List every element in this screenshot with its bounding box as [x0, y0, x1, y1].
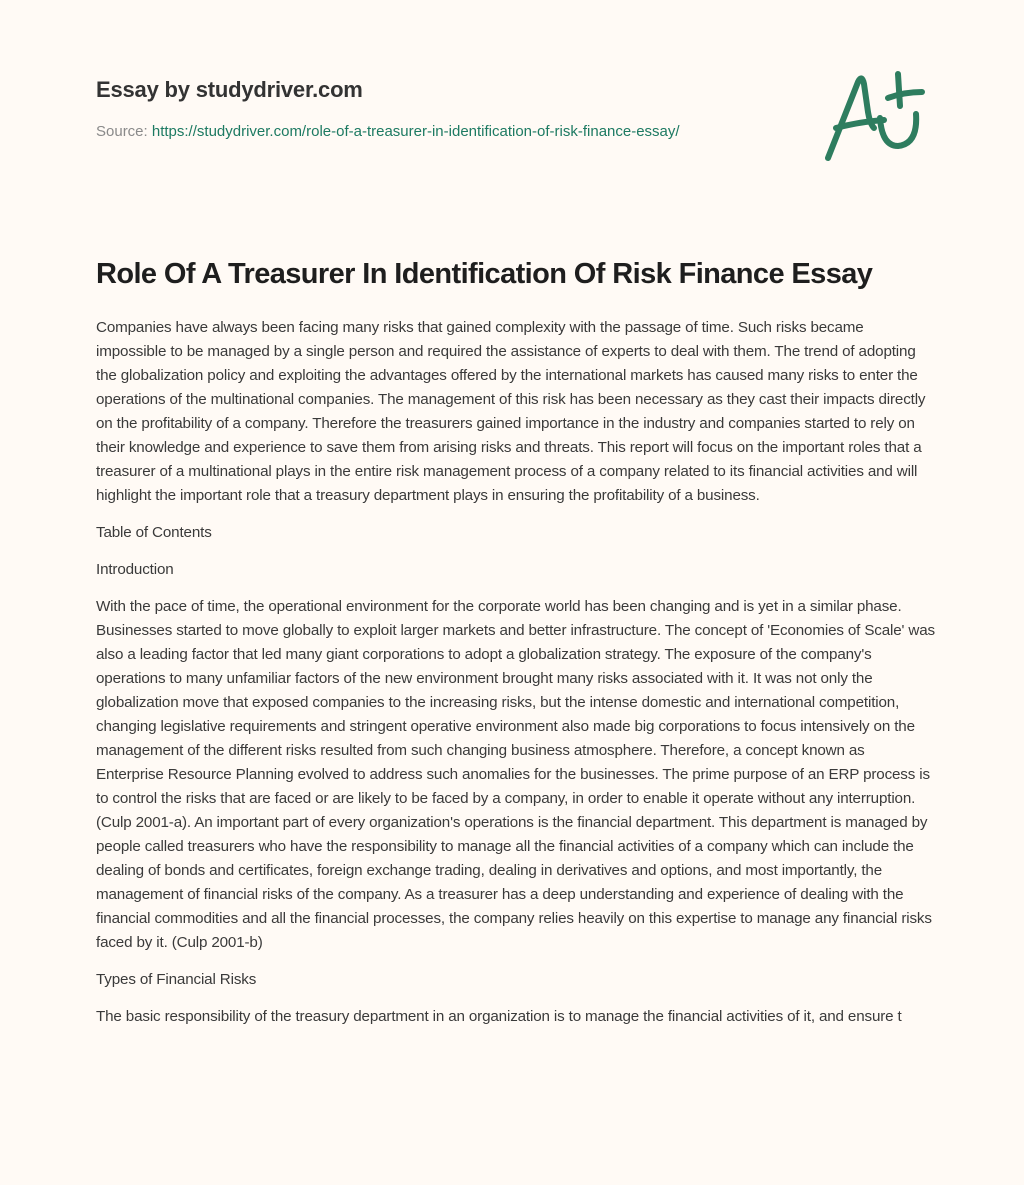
source-label: Source:	[96, 123, 152, 140]
a-plus-grade-icon	[818, 62, 934, 172]
table-of-contents-label: Table of Contents	[96, 524, 212, 541]
section-heading-introduction: Introduction	[96, 561, 174, 578]
article-body	[96, 254, 936, 1042]
intro-paragraph: Companies have always been facing many risks that gained complexity with the passage of time. Such risks became impossible to be managed by a single person and required the assistance of experts to deal with them. The trend of adopting the globalization policy and exploiting the advantages offered by the international markets has caused many risks to enter the operations of the multinational companies. The management of this risk has been necessary as they cast their impacts directly on the profitability of a company. Therefore the treasurers gained importance in the industry and companies started to rely on their knowledge and experience to save them from arising risks and threats. This report will focus on the important roles that a treasurer of a multinational plays in the entire risk management process of a company related to its financial activities and will highlight the important role that a treasury department plays in ensuring the profitability of a business.	[96, 319, 926, 504]
introduction-paragraph: With the pace of time, the operational environment for the corporate world has been changing and is yet in a similar phase. Businesses started to move globally to exploit larger markets and better infrastructure. The concept of 'Economies of Scale' was also a leading factor that led many giant corporations to adopt a globalization strategy. The exposure of the company's operations to many unfamiliar factors of the new environment brought many risks associated with it. It was not only the globalization move that exposed companies to the increasing risks, but the intense domestic and international competition, changing legislative requirements and stringent operative environment also made big corporations to focus intensively on the management of the different risks resulted from such changing business atmosphere. Therefore, a concept known as Enterprise Resource Planning evolved to address such anomalies for the businesses. The prime purpose of an ERP process is to control the risks that are faced or are likely to be faced by a company, in order to enable it operate without any interruption. (Culp 2001-a). An important part of every organization's operations is the financial department. This department is managed by people called treasurers who have the responsibility to manage all the financial activities of a company which can include the dealing of bonds and certificates, foreign exchange trading, dealing in derivatives and options, and most importantly, the management of financial risks of the company. As a treasurer has a deep understanding and experience of dealing with the financial commodities and all the financial processes, the company relies heavily on this expertise to manage any financial risks faced by it. (Culp 2001-b)	[96, 598, 935, 951]
section-heading-types-of-financial-risks: Types of Financial Risks	[96, 971, 257, 988]
article-title: Role Of A Treasurer In Identification Of Risk Finance Essay	[96, 258, 873, 290]
page-header	[96, 76, 796, 142]
source-line	[96, 122, 796, 142]
source-link[interactable]: https://studydriver.com/role-of-a-treasurer-in-identification-of-risk-finance-essay/	[151, 123, 680, 140]
types-of-financial-risks-paragraph: The basic responsibility of the treasury department in an organization is to manage the financial activities of it, and ensure t	[96, 1008, 902, 1025]
site-brand: Essay by studydriver.com	[96, 77, 363, 102]
